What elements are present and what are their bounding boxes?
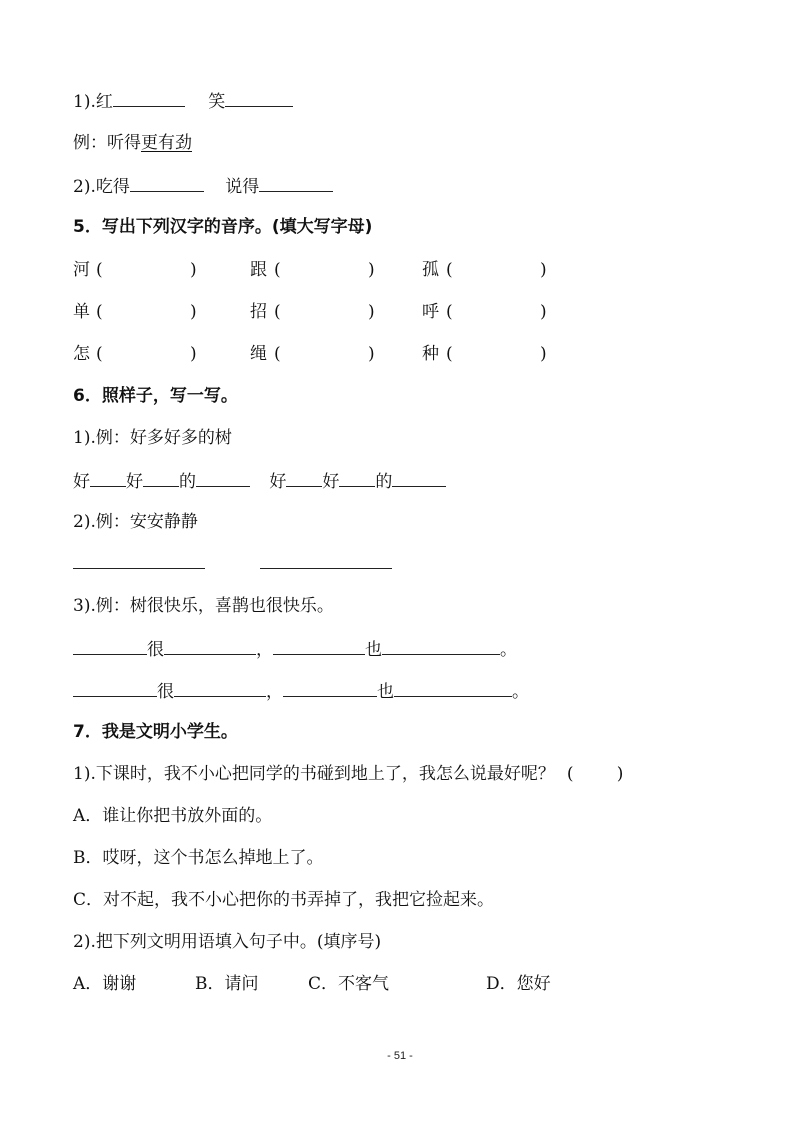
q5-item: [250, 256, 267, 284]
q5-item: [250, 298, 267, 326]
q6-part3-label: 3).例：树很快乐，喜鹊也很快乐。: [73, 596, 334, 616]
q5-item: [422, 340, 439, 368]
q5-paren-open: (: [96, 344, 103, 364]
q5-paren-close: ): [190, 302, 197, 322]
q5-paren-open: (: [446, 260, 453, 280]
q5-item: [73, 256, 90, 284]
q5-char: 河: [73, 260, 90, 280]
answer-blank[interactable]: [143, 466, 179, 487]
answer-blank[interactable]: [164, 634, 256, 655]
pattern-char: 好: [73, 472, 90, 492]
pattern-char-ye: 也: [365, 640, 382, 660]
q5-paren-close: ): [540, 344, 547, 364]
q4-part2: [73, 171, 333, 199]
answer-blank[interactable]: [90, 466, 126, 487]
pattern-period: 。: [512, 682, 529, 702]
q7-option-c: C．对不起，我不小心把你的书弄掉了，我把它捡起来。: [73, 890, 495, 910]
q5-paren-close: ): [540, 302, 547, 322]
q5-paren-close: ): [368, 302, 375, 322]
q5-paren-open: (: [446, 344, 453, 364]
q4-word-xiao: 笑: [208, 92, 226, 112]
q5-item: [250, 340, 267, 368]
q7-option-a: A．谁让你把书放外面的。: [73, 806, 273, 826]
q7-question1-text: 1).下课时，我不小心把同学的书碰到地上了，我怎么说最好呢？: [73, 764, 555, 784]
q5-char: 种: [422, 344, 439, 364]
pattern-char: 的: [179, 472, 196, 492]
pattern-comma: ，: [266, 682, 283, 702]
q5-paren-close: ): [190, 260, 197, 280]
q5-char: 呼: [422, 302, 439, 322]
q5-paren-open: (: [96, 260, 103, 280]
q4-part2-number: 2).: [73, 177, 96, 197]
answer-paren[interactable]: ( ): [566, 764, 624, 784]
answer-blank[interactable]: [283, 676, 377, 697]
answer-blank[interactable]: [286, 466, 322, 487]
q4-word-hong: 红: [95, 92, 113, 112]
page-number: - 51 -: [387, 1050, 413, 1062]
answer-blank[interactable]: [174, 676, 266, 697]
answer-blank[interactable]: [73, 568, 205, 569]
answer-blank[interactable]: [394, 676, 512, 697]
q5-paren-close: ): [540, 260, 547, 280]
q6-part3-line2: [73, 676, 529, 704]
q7-choice-a: A．谢谢: [73, 974, 137, 994]
q4-example: [73, 129, 192, 157]
answer-blank[interactable]: [259, 171, 333, 192]
pattern-comma: ，: [256, 640, 273, 660]
q6-part1-pattern: [73, 466, 446, 494]
q7-title: 7．我是文明小学生。: [73, 722, 238, 742]
answer-blank[interactable]: [130, 171, 204, 192]
answer-blank[interactable]: [73, 634, 147, 655]
q5-item: [73, 340, 90, 368]
q7-choice-c: C．不客气: [308, 974, 390, 994]
q5-char: 绳: [250, 344, 267, 364]
pattern-char: 的: [375, 472, 393, 492]
q7-question2: 2).把下列文明用语填入句子中。(填序号): [73, 932, 382, 952]
q5-paren-close: ): [368, 260, 375, 280]
q5-item: [422, 256, 439, 284]
q6-part1-label: 1).例：好多好多的树: [73, 428, 232, 448]
q5-char: 招: [250, 302, 267, 322]
q5-item: [73, 298, 90, 326]
pattern-char: 好: [322, 472, 340, 492]
q5-paren-open: (: [274, 302, 281, 322]
pattern-char: 好: [126, 472, 143, 492]
answer-blank[interactable]: [260, 568, 392, 569]
q5-paren-close: ): [368, 344, 375, 364]
pattern-char-hen: 很: [147, 640, 164, 660]
answer-blank[interactable]: [225, 86, 293, 107]
q7-choice-b: B．请问: [195, 974, 259, 994]
pattern-char: 好: [269, 472, 287, 492]
q6-part3-line1: [73, 634, 517, 662]
q5-paren-close: ): [190, 344, 197, 364]
q5-paren-open: (: [446, 302, 453, 322]
q5-paren-open: (: [274, 344, 281, 364]
q5-char: 跟: [250, 260, 267, 280]
answer-blank[interactable]: [382, 634, 500, 655]
answer-blank[interactable]: [73, 676, 157, 697]
q7-option-b: B．哎呀，这个书怎么掉地上了。: [73, 848, 324, 868]
q4-word-chide: 吃得: [95, 177, 130, 197]
pattern-char-ye: 也: [377, 682, 394, 702]
answer-blank[interactable]: [273, 634, 365, 655]
q5-paren-open: (: [96, 302, 103, 322]
answer-blank[interactable]: [113, 86, 185, 107]
pattern-char-hen: 很: [157, 682, 174, 702]
answer-blank[interactable]: [392, 466, 446, 487]
example-underlined-word: 更有劲: [141, 133, 192, 153]
example-prefix: 例：听得: [73, 133, 141, 153]
q5-char: 怎: [73, 344, 90, 364]
q5-char: 孤: [422, 260, 439, 280]
q6-part2-label: 2).例：安安静静: [73, 512, 198, 532]
q5-paren-open: (: [274, 260, 281, 280]
q4-part1: [73, 86, 293, 114]
q6-title: 6．照样子，写一写。: [73, 386, 238, 406]
q5-item: [422, 298, 439, 326]
pattern-period: 。: [500, 640, 517, 660]
answer-blank[interactable]: [339, 466, 375, 487]
q7-question1: [73, 760, 623, 788]
q7-choice-d: D．您好: [486, 974, 551, 994]
q5-char: 单: [73, 302, 90, 322]
q5-title: 5．写出下列汉字的音序。(填大写字母): [73, 217, 373, 237]
q4-word-shuode: 说得: [225, 177, 260, 197]
q4-part1-number: 1).: [73, 92, 96, 112]
answer-blank[interactable]: [196, 466, 250, 487]
